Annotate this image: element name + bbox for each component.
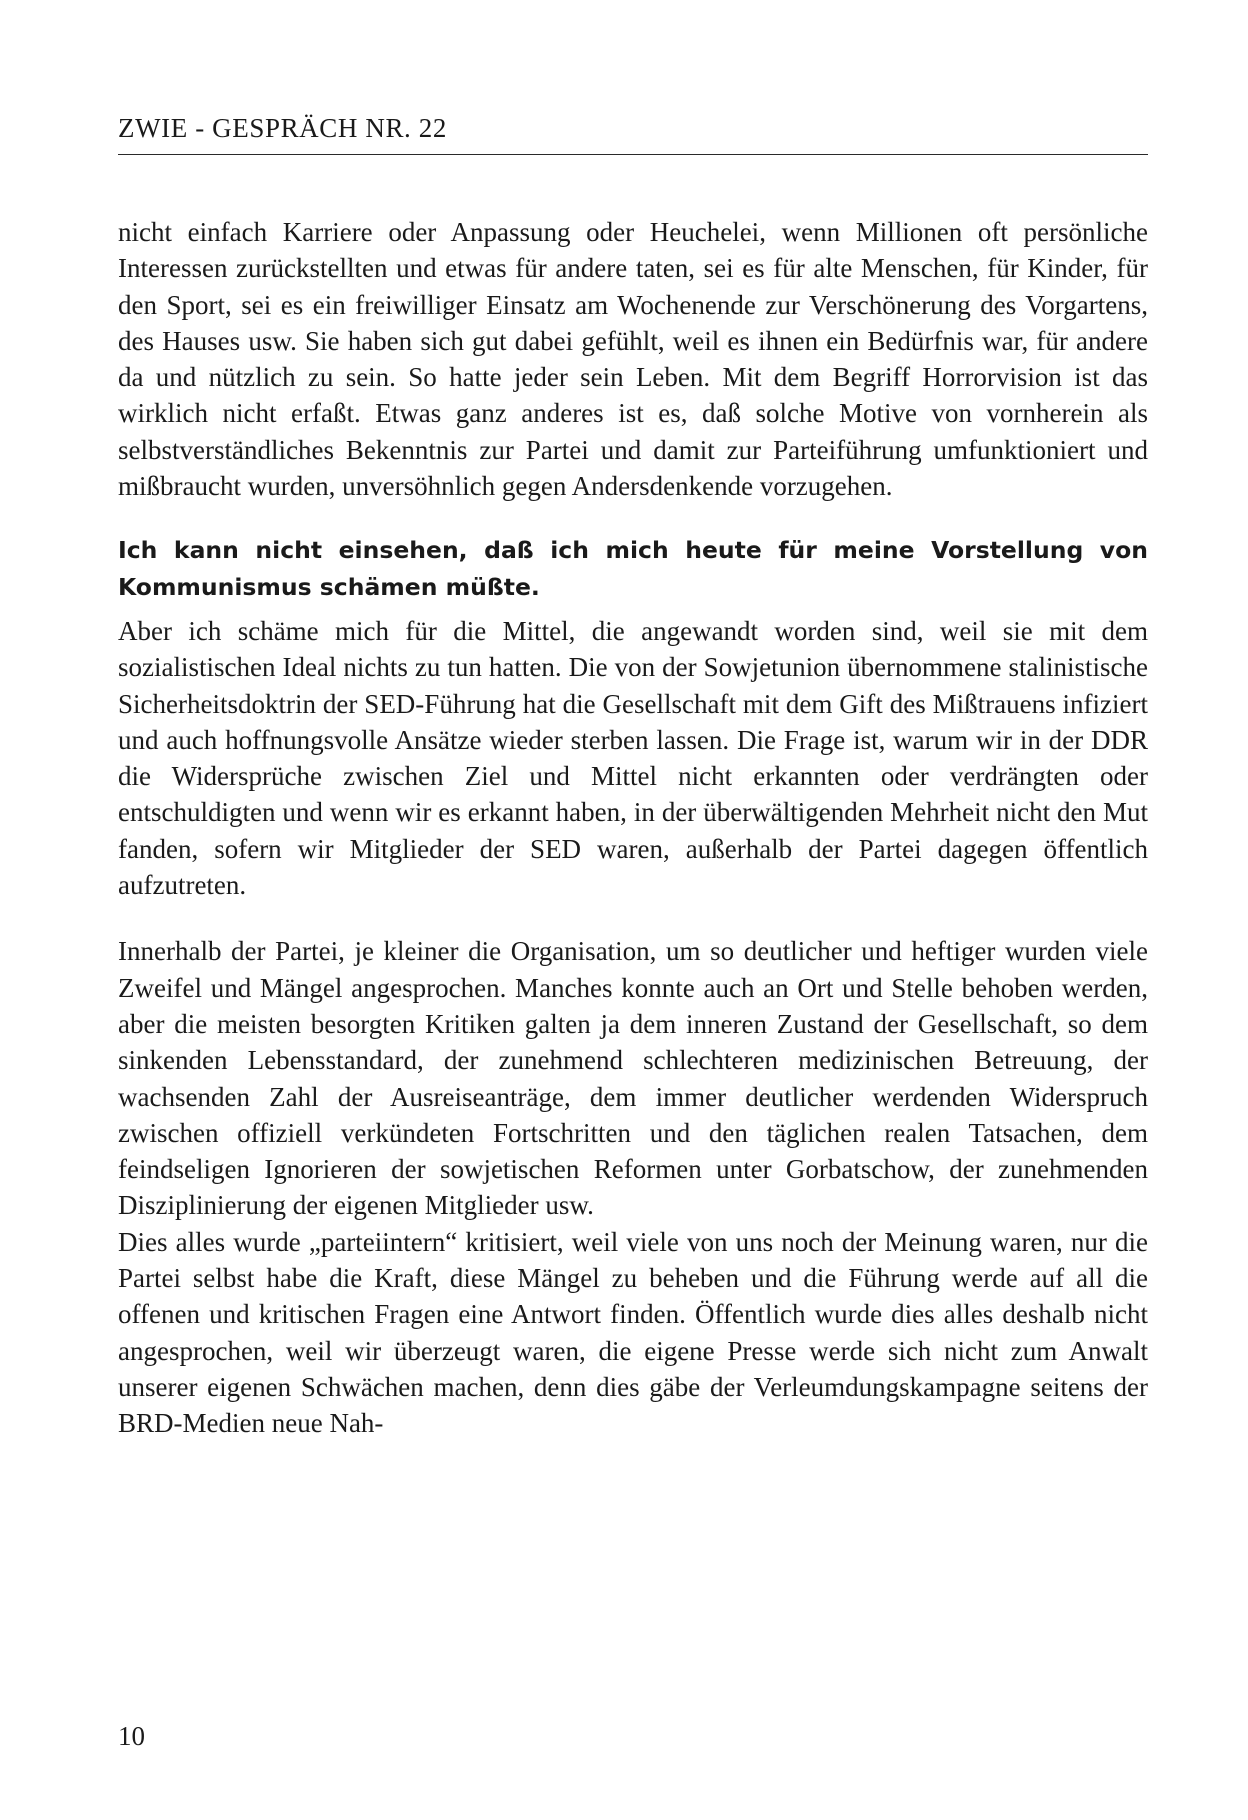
- running-header: [118, 112, 1148, 155]
- paragraph-2: Aber ich schäme mich für die Mittel, die angewandt worden sind, weil sie mit dem sozialistischen Ideal nichts zu tun hatten. Die von der Sowjetunion übernommene stalinistische Sicherheitsdoktrin der SED-Führung hat die Gesellschaft mit dem Gift des Mißtrauens infiziert und auch hoffnungsvolle Ansätze wieder sterben lassen. Die Frage ist, warum wir in der DDR die Widersprüche zwischen Ziel und Mittel nicht erkannten oder verdrängten oder entschuldigten und wenn wir es erkannt haben, in der überwältigenden Mehrheit nicht den Mut fanden, sofern wir Mitglieder der SED waren, außerhalb der Partei dagegen öffentlich aufzutreten.: [118, 615, 1148, 901]
- paragraph-1: nicht einfach Karriere oder Anpassung oder Heuchelei, wenn Millionen oft persönliche Interessen zurückstellten und etwas für andere taten, sei es für alte Menschen, für Kinder, für den Sport, sei es ein freiwilliger Einsatz am Wochenende zur Verschönerung des Vorgartens, des Hauses usw. Sie haben sich gut dabei gefühlt, weil es ihnen ein Bedürfnis war, für andere da und nützlich zu sein. So hatte jeder sein Leben. Mit dem Begriff Horrorvision ist das wirklich nicht erfaßt. Etwas ganz anderes ist es, daß solche Motive von vornherein als selbstverständliches Bekenntnis zur Partei und damit zur Parteiführung umfunktioniert und mißbraucht wurden, unversöhnlich gegen Andersdenkende vorzugehen.: [118, 217, 1148, 502]
- page-body: [118, 214, 1148, 1442]
- paragraph-4: Dies alles wurde „parteiintern“ kritisiert, weil viele von uns noch der Meinung waren, nur die Partei selbst habe die Kraft, diese Mängel zu beheben und die Führung werde auf all die offenen und kritischen Fragen eine Antwort finden. Öffentlich wurde dies alles deshalb nicht angesprochen, weil wir überzeugt waren, die eigene Presse werde sich nicht zum Anwalt unserer eigenen Schwächen machen, denn dies gäbe der Verleumdungskampagne seitens der BRD-Medien neue Nah-: [118, 1226, 1148, 1439]
- section-heading: Ich kann nicht einsehen, daß ich mich heute für meine Vorstellung von Kommunismus schämen müßte.: [118, 536, 1148, 601]
- page-number: 10: [118, 1721, 145, 1751]
- running-header-title: ZWIE - GESPRÄCH NR. 22: [118, 113, 447, 143]
- paragraph-3: Innerhalb der Partei, je kleiner die Organisation, um so deutlicher und heftiger wurden viele Zweifel und Mängel angesprochen. Manches konnte auch an Ort und Stelle behoben werden, aber die meisten besorgten Kritiken galten ja dem inneren Zustand der Gesellschaft, so dem sinkenden Lebensstandard, der zunehmend schlechteren medizinischen Betreuung, der wachsenden Zahl der Ausreiseanträge, dem immer deutlicher werdenden Widerspruch zwischen offiziell verkündeten Fortschritten und den täglichen realen Tatsachen, dem feindseligen Ignorieren der sowjetischen Reformen unter Gorbatschow, der zunehmenden Disziplinierung der eigenen Mitglieder usw.: [118, 936, 1148, 1221]
